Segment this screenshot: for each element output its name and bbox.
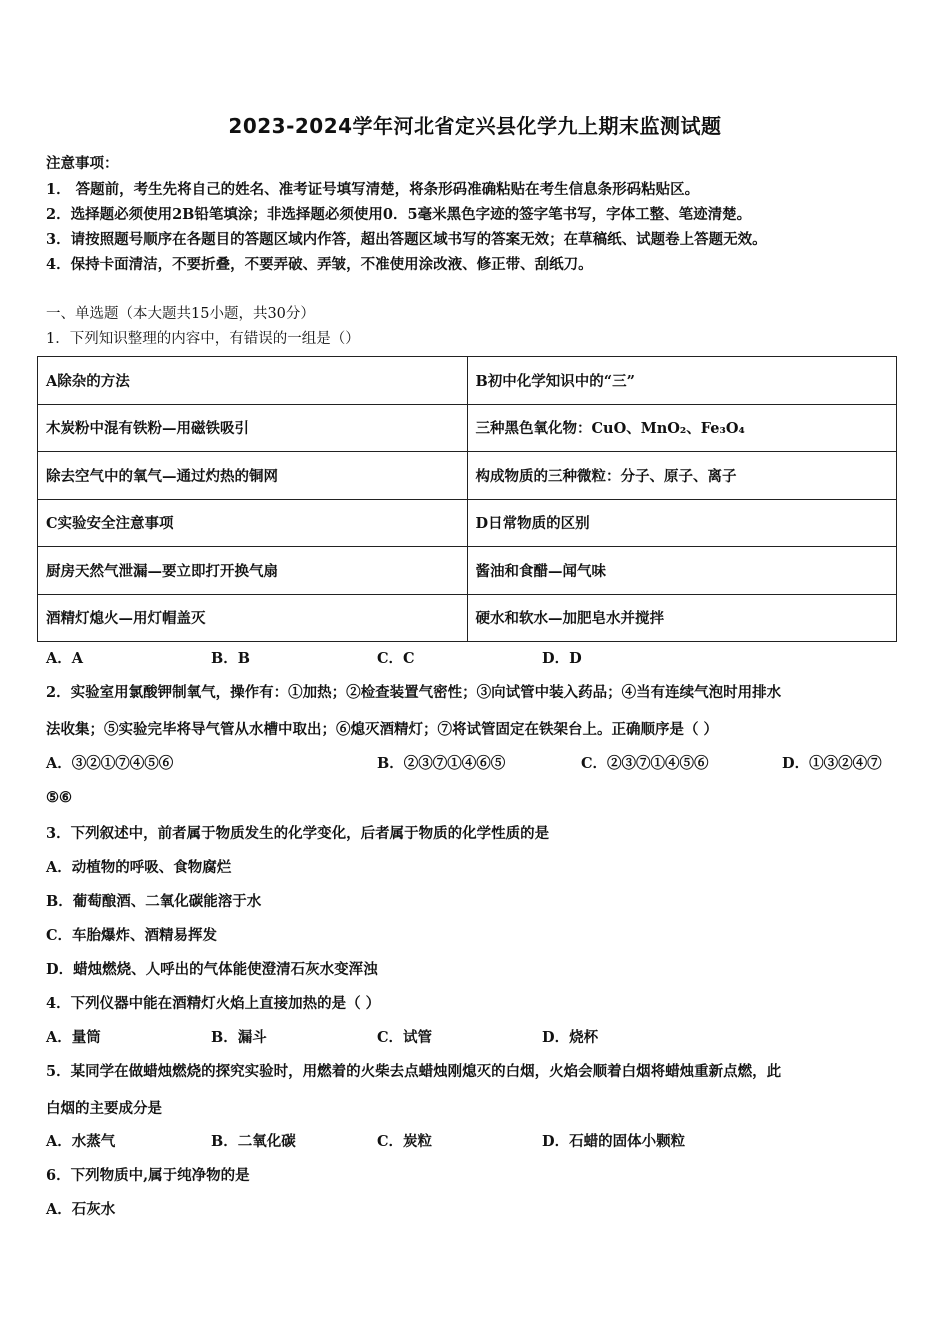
table-cell: 厨房天然气泄漏—要立即打开换气扇 [38,547,468,595]
question-4-stem: 4．下列仪器中能在酒精灯火焰上直接加热的是（ ） [46,995,381,1012]
table-cell: 酱油和食醋—闻气味 [467,547,897,595]
question-1-table [37,356,897,642]
q5-option-c: C．炭粒 [377,1133,433,1150]
table-cell: 构成物质的三种微粒：分子、原子、离子 [467,452,897,500]
question-2-stem: 2．实验室用氯酸钾制氧气，操作有：①加热；②检查装置气密性；③向试管中装入药品；④当有连续气泡时用排水 [46,684,782,701]
question-5-stem: 5．某同学在做蜡烛燃烧的探究实验时，用燃着的火柴去点蜡烛刚熄灭的白烟，火焰会顺着白烟将蜡烛重新点燃，此 [46,1063,782,1080]
table-cell: 硬水和软水—加肥皂水并搅拌 [467,594,897,642]
page-title: 2023-2024学年河北省定兴县化学九上期末监测试题 [228,114,722,138]
table-row [38,452,897,500]
table-cell: D日常物质的区别 [467,499,897,547]
table-row [38,357,897,405]
q2-option-b: B．②③⑦①④⑥⑤ [377,755,506,772]
q4-option-a: A．量筒 [46,1029,101,1046]
section-heading: 一、单选题（本大题共15小题，共30分） [46,306,315,322]
q3-option-c: C．车胎爆炸、酒精易挥发 [46,927,218,944]
q1-option-c: C．C [377,650,415,667]
q4-option-d: D．烧杯 [542,1029,599,1046]
notice-item: 1． 答题前，考生先将自己的姓名、准考证号填写清楚，将条形码准确粘贴在考生信息条形码粘贴区。 [46,181,700,198]
q5-option-b: B．二氧化碳 [211,1133,296,1150]
table-row [38,499,897,547]
table-cell: 除去空气中的氧气—通过灼热的铜网 [38,452,468,500]
q2-option-c: C．②③⑦①④⑤⑥ [581,755,709,772]
question-1-stem: 1．下列知识整理的内容中，有错误的一组是（） [46,331,360,347]
q4-option-c: C．试管 [377,1029,433,1046]
q2-option-a: A．③②①⑦④⑤⑥ [46,755,174,772]
q1-option-a: A．A [46,650,84,667]
table-cell: 木炭粉中混有铁粉—用磁铁吸引 [38,404,468,452]
question-2-stem-cont: 法收集；⑤实验完毕将导气管从水槽中取出；⑥熄灭酒精灯；⑦将试管固定在铁架台上。正确顺序是（ ） [46,721,719,738]
table-row [38,404,897,452]
notice-item: 4．保持卡面清洁，不要折叠，不要弄破、弄皱，不准使用涂改液、修正带、刮纸刀。 [46,256,593,273]
q2-option-d-cont: ⑤⑥ [46,789,72,806]
q3-option-a: A．动植物的呼吸、食物腐烂 [46,859,232,876]
table-cell: 酒精灯熄火—用灯帽盖灭 [38,594,468,642]
q5-option-a: A．水蒸气 [46,1133,116,1150]
q1-option-d: D．D [542,650,582,667]
table-row [38,594,897,642]
table-cell: 三种黑色氧化物：CuO、MnO₂、Fe₃O₄ [467,404,897,452]
notice-item: 2．选择题必须使用2B铅笔填涂；非选择题必须使用0．5毫米黑色字迹的签字笔书写，字体工整、笔迹清楚。 [46,206,752,223]
table-cell: C实验安全注意事项 [38,499,468,547]
q2-option-d: D．①③②④⑦ [782,755,882,772]
table-row [38,547,897,595]
q4-option-b: B．漏斗 [211,1029,267,1046]
question-5-stem-cont: 白烟的主要成分是 [46,1100,162,1117]
q6-option-a: A．石灰水 [46,1201,116,1218]
q1-option-b: B．B [211,650,251,667]
table-cell: B初中化学知识中的“三” [467,357,897,405]
q3-option-d: D．蜡烛燃烧、人呼出的气体能使澄清石灰水变浑浊 [46,961,378,978]
q5-option-d: D．石蜡的固体小颗粒 [542,1133,686,1150]
notice-heading: 注意事项： [46,155,119,172]
question-6-stem: 6．下列物质中,属于纯净物的是 [46,1167,250,1184]
q3-option-b: B．葡萄酿酒、二氧化碳能溶于水 [46,893,262,910]
question-3-stem: 3．下列叙述中，前者属于物质发生的化学变化，后者属于物质的化学性质的是 [46,825,550,842]
table-cell: A除杂的方法 [38,357,468,405]
notice-item: 3．请按照题号顺序在各题目的答题区域内作答，超出答题区域书写的答案无效；在草稿纸、试题卷上答题无效。 [46,231,767,248]
